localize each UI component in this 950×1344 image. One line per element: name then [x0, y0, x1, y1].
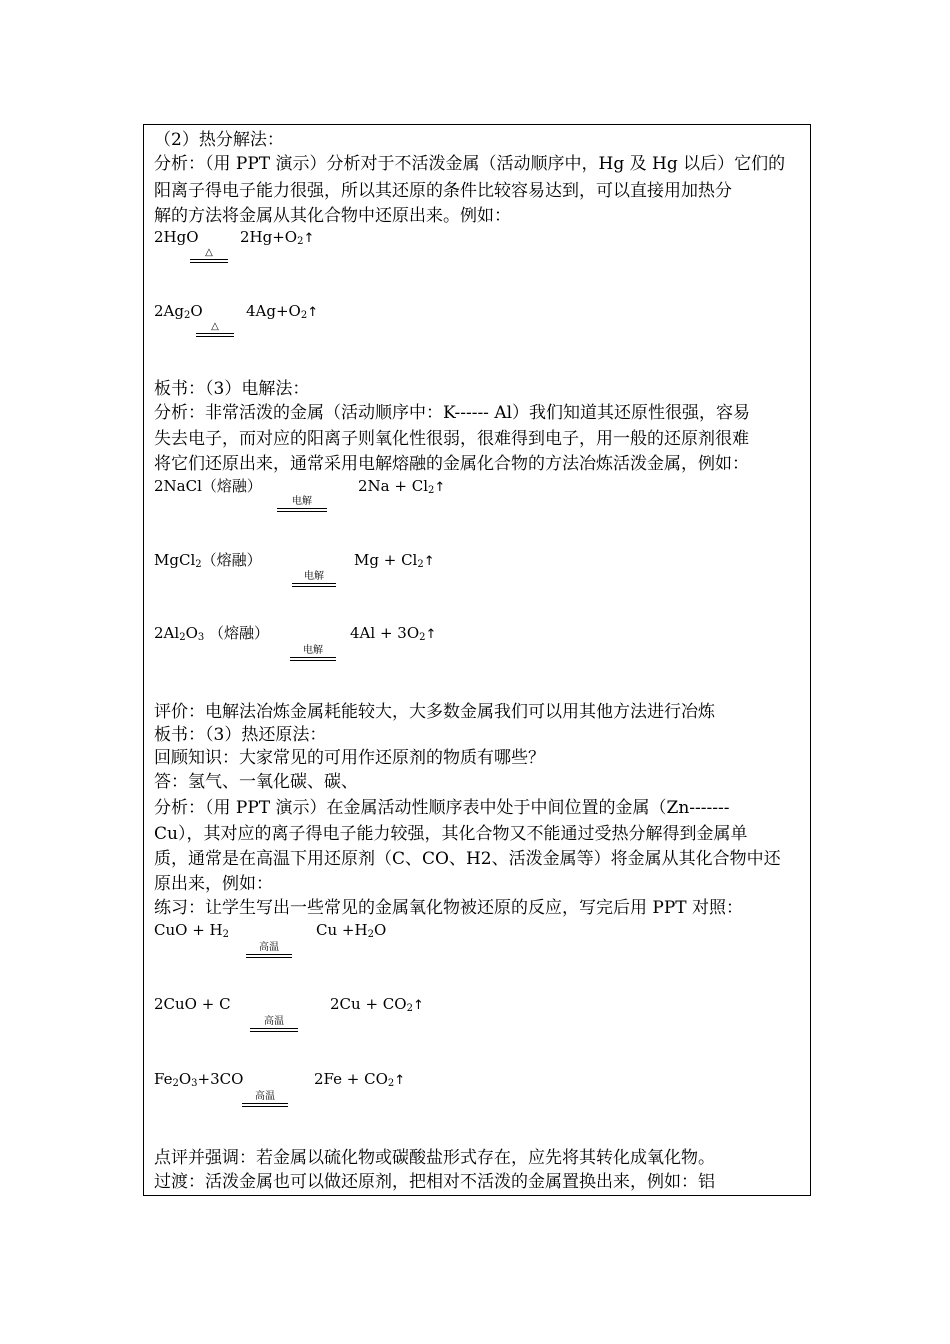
- analysis-line: Cu），其对应的离子得电子能力较强，其化合物又不能通过受热分解得到金属单: [154, 824, 748, 844]
- condition-high-temperature: 高温: [250, 1016, 298, 1032]
- analysis-line: 解的方法将金属从其化合物中还原出来。例如：: [154, 206, 511, 226]
- analysis-line: 失去电子，而对应的阳离子则氧化性很弱，很难得到电子，用一般的还原剂很难: [154, 429, 749, 449]
- condition-heat: △: [196, 321, 234, 337]
- equation-nacl-right: $2Na + Cl_2↑$: [358, 477, 446, 496]
- analysis-line: 将它们还原出来，通常采用电解熔融的金属化合物的方法冶炼活泼金属，例如：: [154, 454, 749, 474]
- condition-high-temperature: 高温: [242, 1091, 288, 1107]
- equation-fe2o3-left: $Fe_2O_3+3CO$: [154, 1070, 244, 1089]
- up-arrow-icon: ↑: [423, 554, 435, 569]
- condition-electrolysis: 电解: [277, 496, 327, 512]
- section-thermal-decomposition-title: （2）热分解法：: [154, 130, 284, 150]
- section-electrolysis-title: 板书：（3）电解法：: [154, 379, 310, 399]
- equation-cuo-c-left: 2CuO + C: [154, 995, 231, 1013]
- answer-line: 答：氢气、一氧化碳、碳、: [154, 772, 358, 792]
- up-arrow-icon: ↑: [425, 627, 437, 642]
- equation-mgcl2-left: MgCl$_2$（熔融）: [154, 551, 262, 570]
- equation-nacl-left: 2NaCl（熔融）: [154, 477, 262, 495]
- condition-high-temperature: 高温: [246, 942, 292, 958]
- review-question: 回顾知识：大家常见的可用作还原剂的物质有哪些？: [154, 748, 545, 768]
- equation-cuo-h2-right: $Cu +H_2O$: [316, 921, 387, 940]
- condition-electrolysis: 电解: [292, 571, 336, 587]
- equation-ag2o-left: $2Ag_2O$: [154, 302, 203, 321]
- analysis-line: 质，通常是在高温下用还原剂（C、CO、H2、活泼金属等）将金属从其化合物中还: [154, 849, 781, 869]
- analysis-line: 原出来，例如：: [154, 874, 273, 894]
- comment-line: 点评并强调：若金属以硫化物或碳酸盐形式存在，应先将其转化成氧化物。: [154, 1148, 715, 1168]
- equation-fe2o3-right: $2Fe + CO_2↑$: [314, 1070, 406, 1089]
- equation-ag2o-right: $4Ag+O_2↑$: [246, 302, 319, 321]
- equation-al2o3-right: $4Al + 3O_2↑$: [350, 624, 437, 643]
- exercise-line: 练习：让学生写出一些常见的金属氧化物被还原的反应，写完后用 PPT 对照：: [154, 898, 744, 918]
- equation-cuo-h2-left: CuO + $H_2$: [154, 921, 229, 940]
- equation-mgcl2-right: $Mg + Cl_2↑$: [354, 551, 435, 570]
- up-arrow-icon: ↑: [412, 998, 424, 1013]
- analysis-line: 阳离子得电子能力很强，所以其还原的条件比较容易达到，可以直接用加热分: [154, 181, 732, 201]
- analysis-line: 分析：非常活泼的金属（活动顺序中：K------ Al）我们知道其还原性很强，容易: [154, 403, 751, 423]
- up-arrow-icon: ↑: [394, 1073, 406, 1088]
- condition-electrolysis: 电解: [290, 645, 336, 661]
- evaluation-line: 评价：电解法冶炼金属耗能较大，大多数金属我们可以用其他方法进行冶炼: [154, 702, 715, 722]
- content-frame: [143, 124, 811, 1196]
- equation-hgo-right: $2Hg+O_2↑$: [240, 228, 315, 247]
- condition-heat: △: [190, 247, 228, 263]
- equation-hgo-left: 2HgO: [154, 228, 199, 246]
- analysis-line: 分析：（用 PPT 演示）分析对于不活泼金属（活动顺序中，Hg 及 Hg 以后）它们的: [154, 154, 786, 174]
- up-arrow-icon: ↑: [303, 231, 315, 246]
- transition-line: 过渡：活泼金属也可以做还原剂，把相对不活泼的金属置换出来，例如：铝: [154, 1172, 715, 1192]
- up-arrow-icon: ↑: [434, 480, 446, 495]
- up-arrow-icon: ↑: [307, 305, 319, 320]
- section-thermal-reduction-title: 板书：（3）热还原法：: [154, 725, 327, 745]
- equation-al2o3-left: $2Al_2O_3$ （熔融）: [154, 624, 270, 643]
- equation-cuo-c-right: $2Cu + CO_2↑$: [330, 995, 424, 1014]
- analysis-line: 分析：（用 PPT 演示）在金属活动性顺序表中处于中间位置的金属（Zn-------: [154, 798, 730, 818]
